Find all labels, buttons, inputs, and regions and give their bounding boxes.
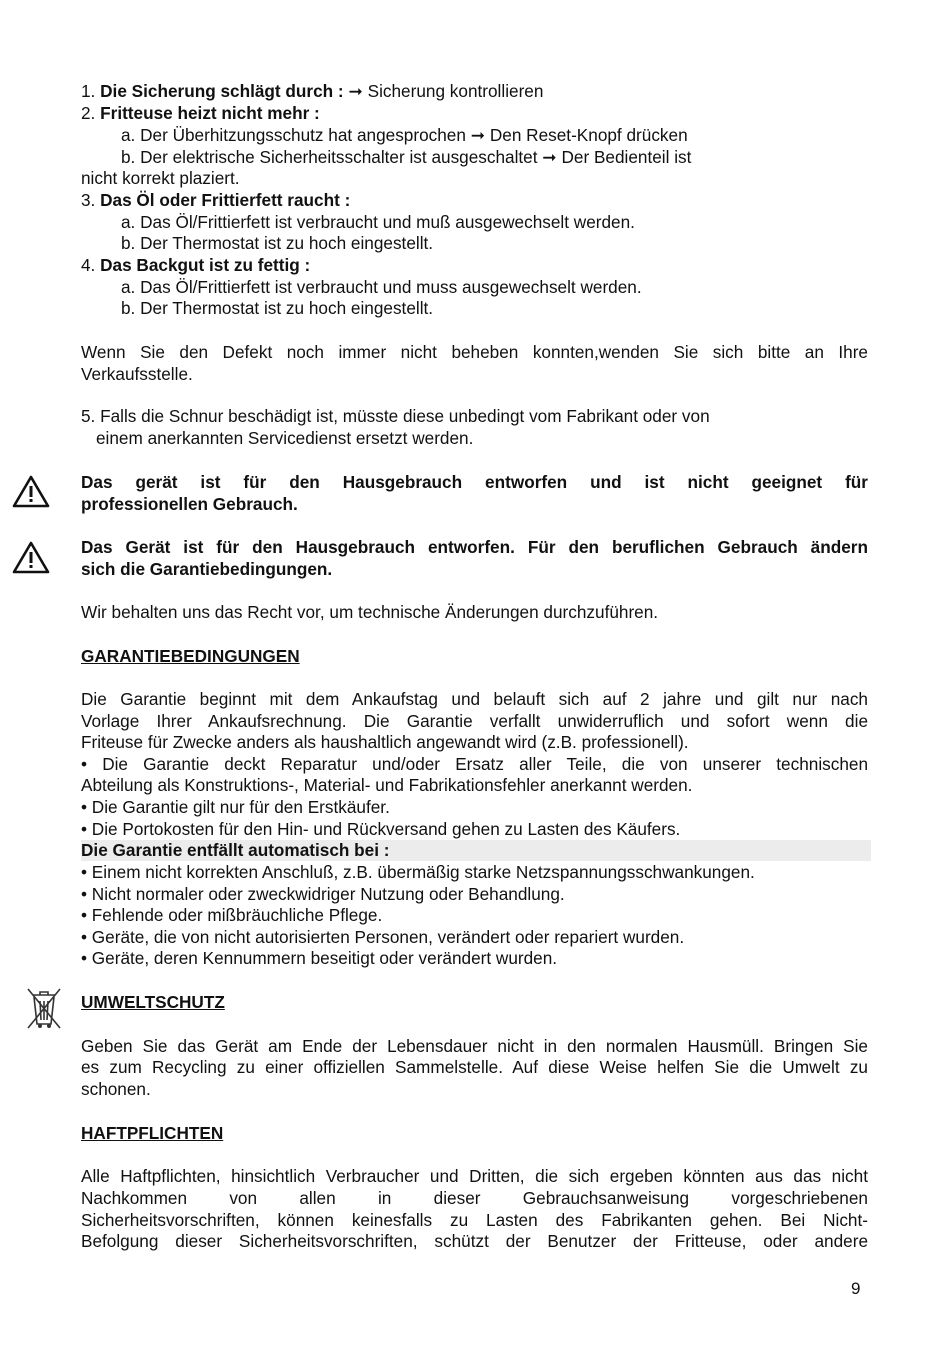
defect-paragraph-line: Wenn Sie den Defekt noch immer nicht beheben konnten,wenden Sie sich bitte an Ihre bbox=[81, 342, 868, 362]
warning-line: professionellen Gebrauch. bbox=[81, 494, 298, 514]
sub-action: Der Bedienteil ist bbox=[556, 147, 692, 167]
sub-text: a. Der Überhitzungsschutz hat angesprochen bbox=[121, 125, 471, 145]
rights-notice: Wir behalten uns das Recht vor, um technische Änderungen durchzuführen. bbox=[81, 602, 659, 622]
item-title: Die Sicherung schlägt durch : bbox=[100, 81, 344, 101]
arrow-icon: ➞ bbox=[470, 125, 486, 145]
item-number: 1. bbox=[81, 81, 96, 101]
trouble-sub-4a: a. Das Öl/Frittierfett ist verbraucht und muss ausgewechselt werden. bbox=[121, 277, 642, 297]
environment-line: Geben Sie das Gerät am Ende der Lebensdauer nicht in den normalen Hausmüll. Bringen Sie bbox=[81, 1036, 868, 1056]
item-title: Fritteuse heizt nicht mehr : bbox=[100, 103, 320, 123]
liability-line: Nachkommen von allen in dieser Gebrauchsanweisung vorgeschriebenen bbox=[81, 1188, 868, 1208]
trouble-item-2 bbox=[81, 103, 868, 124]
trouble-sub-2a bbox=[121, 125, 868, 146]
item-number: 2. bbox=[81, 103, 96, 123]
guarantee-void-item: • Einem nicht korrekten Anschluß, z.B. übermäßig starke Netzspannungsschwankungen. bbox=[81, 862, 755, 882]
liability-line: Sicherheitsvorschriften, können keinesfalls zu Lasten des Fabrikanten gehen. Bei Nicht- bbox=[81, 1210, 868, 1230]
warning-line: Das Gerät ist für den Hausgebrauch entworfen. Für den beruflichen Gebrauch ändern bbox=[81, 537, 868, 557]
guarantee-heading: GARANTIEBEDINGUNGEN bbox=[81, 646, 300, 666]
item-title: Das Backgut ist zu fettig : bbox=[100, 255, 311, 275]
item-number: 3. bbox=[81, 190, 96, 210]
item-title: Das Öl oder Frittierfett raucht : bbox=[100, 190, 351, 210]
item-text: Sicherung kontrollieren bbox=[362, 81, 544, 101]
guarantee-line: Vorlage Ihrer Ankaufsrechnung. Die Garantie verfallt unwiderruflich und sofort wenn die bbox=[81, 711, 868, 731]
cord-paragraph-line: einem anerkannten Servicedienst ersetzt werden. bbox=[96, 428, 474, 448]
trouble-item-4 bbox=[81, 255, 868, 276]
guarantee-void-item: • Geräte, deren Kennummern beseitigt oder verändert wurden. bbox=[81, 948, 558, 968]
guarantee-line: • Die Portokosten für den Hin- und Rückversand gehen zu Lasten des Käufers. bbox=[81, 819, 681, 839]
guarantee-line: • Die Garantie gilt nur für den Erstkäufer. bbox=[81, 797, 390, 817]
guarantee-line: • Die Garantie deckt Reparatur und/oder Ersatz aller Teile, die von unserer technischen bbox=[81, 754, 868, 774]
cord-paragraph-line: 5. Falls die Schnur beschädigt ist, müsste diese unbedingt vom Fabrikant oder von bbox=[81, 406, 710, 426]
page-number: 9 bbox=[851, 1279, 861, 1298]
trouble-item-1 bbox=[81, 81, 868, 102]
trouble-sub-3b: b. Der Thermostat ist zu hoch eingestellt. bbox=[121, 233, 434, 253]
environment-line: schonen. bbox=[81, 1079, 151, 1099]
guarantee-void-heading: Die Garantie entfällt automatisch bei : bbox=[81, 840, 871, 861]
warning-triangle-icon bbox=[12, 475, 50, 508]
sub-action: Den Reset-Knopf drücken bbox=[485, 125, 688, 145]
liability-line: Befolgung dieser Sicherheitsvorschriften, schützt der Benutzer der Fritteuse, oder andere bbox=[81, 1231, 868, 1251]
guarantee-line: Friteuse für Zwecke anders als haushaltlich angewandt wird (z.B. professionell). bbox=[81, 732, 689, 752]
environment-heading: UMWELTSCHUTZ bbox=[81, 992, 225, 1012]
warning-triangle-icon bbox=[12, 541, 50, 574]
guarantee-line: Abteilung als Konstruktions-, Material- und Fabrikationsfehler anerkannt werden. bbox=[81, 775, 693, 795]
liability-line: Alle Haftpflichten, hinsichtlich Verbraucher und Dritten, die sich ergeben könnten aus das nicht bbox=[81, 1166, 868, 1186]
liability-heading: HAFTPFLICHTEN bbox=[81, 1123, 224, 1143]
environment-line: es zum Recycling zu einer offiziellen Sammelstelle. Auf diese Weise helfen Sie die Umwelt zu bbox=[81, 1057, 868, 1077]
sub-text: b. Der elektrische Sicherheitsschalter ist ausgeschaltet bbox=[121, 147, 543, 167]
defect-paragraph-line: Verkaufsstelle. bbox=[81, 364, 193, 384]
trouble-sub-2b bbox=[121, 147, 868, 168]
trouble-item-3 bbox=[81, 190, 868, 211]
warning-line: Das gerät ist für den Hausgebrauch entworfen und ist nicht geeignet für bbox=[81, 472, 868, 492]
item-number: 4. bbox=[81, 255, 96, 275]
trouble-sub-4b: b. Der Thermostat ist zu hoch eingestellt. bbox=[121, 298, 434, 318]
guarantee-void-item: • Fehlende oder mißbräuchliche Pflege. bbox=[81, 905, 383, 925]
arrow-icon: ➞ bbox=[348, 81, 363, 101]
crossed-bin-icon bbox=[24, 986, 64, 1030]
guarantee-void-item: • Nicht normaler oder zweckwidriger Nutzung oder Behandlung. bbox=[81, 884, 565, 904]
arrow-icon: ➞ bbox=[542, 147, 557, 167]
trouble-sub-2b-cont: nicht korrekt plaziert. bbox=[81, 168, 240, 188]
warning-line: sich die Garantiebedingungen. bbox=[81, 559, 333, 579]
guarantee-line: Die Garantie beginnt mit dem Ankaufstag und belauft sich auf 2 jahre und gilt nur nach bbox=[81, 689, 868, 709]
guarantee-void-item: • Geräte, die von nicht autorisierten Personen, verändert oder repariert wurden. bbox=[81, 927, 685, 947]
trouble-sub-3a: a. Das Öl/Frittierfett ist verbraucht und muß ausgewechselt werden. bbox=[121, 212, 635, 232]
